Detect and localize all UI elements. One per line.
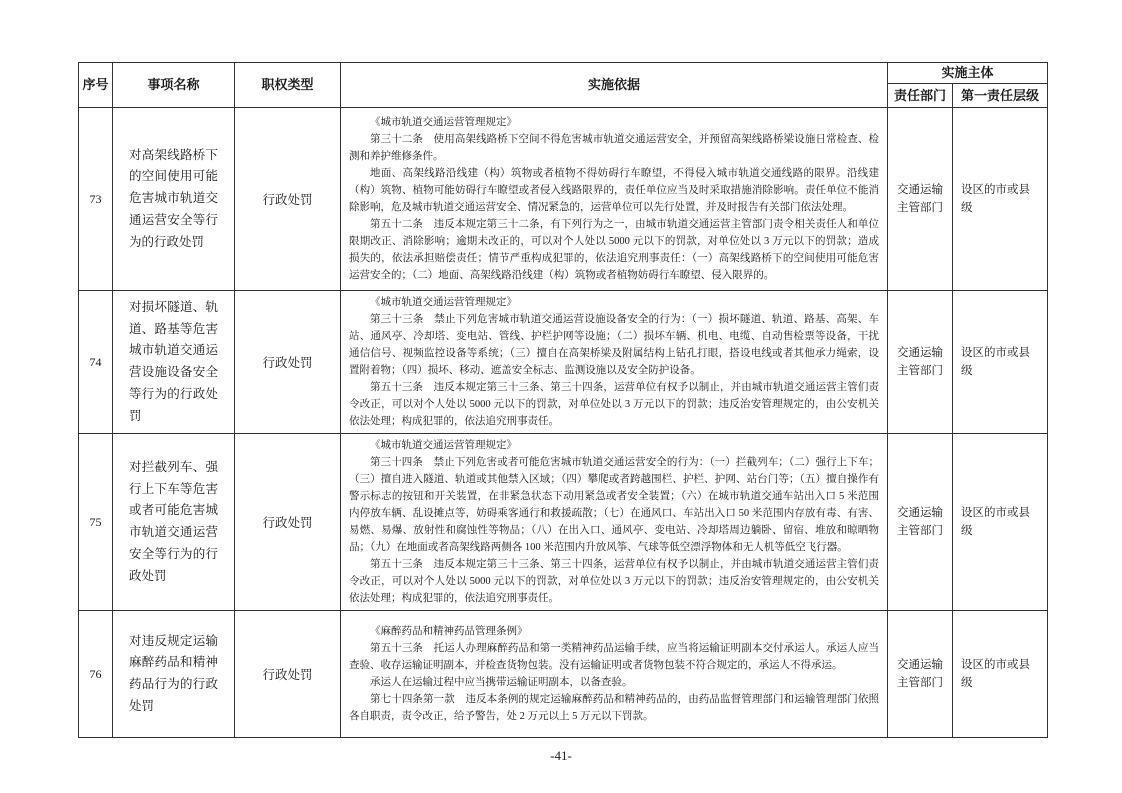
header-index: 序号 [79, 63, 113, 108]
table-row [79, 291, 1048, 434]
header-implementation-basis: 实施依据 [341, 63, 888, 108]
implementation-basis [341, 291, 888, 434]
basis-paragraph: 《城市轨道交通运营管理规定》 [370, 440, 517, 452]
basis-paragraph: 第三十四条 禁止下列危害或者可能危害城市轨道交通运营安全的行为：（一）拦截列车；（二）强行上下车；（三）擅自进入隧道、轨道或其他禁入区域；（四）攀爬或者跨越围栏、护栏、护网、站台门等；（五）擅自操作有警示标志的按钮和开关装置，在非紧急状态下动用紧急或者安全装置；（六）在城市轨道交通车站出入口 5 米范围内停放车辆、乱设摊点等，妨碍乘客通行和救援疏散；（七）在通风口、车站出入口 50 米范围内存放有毒、有害、易燃、易爆、放射性和腐蚀性等物品；（八）在出入口、通风亭、变电站、冷却塔周边躺卧、留宿、堆放和晾晒物品；（九）在地面或者高架线路两侧各 100 米范围内升放风筝、气球等低空漂浮物体和无人机等低空飞行器。 [349, 457, 879, 554]
item-name: 对高架线路桥下的空间使用可能危害城市轨道交通运营安全等行为的行政处罚 [113, 108, 235, 291]
header-first-responsibility-level: 第一责任层级 [953, 84, 1048, 108]
item-name: 对违反规定运输麻醉药品和精神药品行为的行政处罚 [113, 611, 235, 738]
basis-paragraph: 第三十二条 使用高架线路桥下空间不得危害城市轨道交通运营安全，并预留高架线路桥梁设施日常检查、检测和养护维修条件。 [349, 134, 879, 163]
basis-paragraph: 第五十三条 违反本规定第三十三条、第三十四条，运营单位有权予以制止，并由城市轨道交通运营主管们责令改正，可以对个人处以 5000 元以下的罚款，对单位处以 3 万元以下的罚款；违反治安管理规定的，由公安机关依法处理；构成犯罪的，依法追究刑事责任。 [349, 559, 879, 605]
responsible-department: 交通运输主管部门 [888, 434, 953, 611]
header-row-top [79, 63, 1048, 84]
responsible-department: 交通运输主管部门 [888, 611, 953, 738]
item-name: 对拦截列车、强行上下车等危害或者可能危害城市轨道交通运营安全等行为的行政处罚 [113, 434, 235, 611]
basis-paragraph: 承运人在运输过程中应当携带运输证明副本，以备查验。 [370, 677, 633, 689]
implementation-basis [341, 108, 888, 291]
table-row [79, 108, 1048, 291]
basis-paragraph: 第五十二条 违反本规定第三十二条，有下列行为之一，由城市轨道交通运营主管部门责令相关责任人和单位限期改正、消除影响；逾期未改正的，可以对个人处以 5000 元以下的罚款，对单位处以 3 万元以下的罚款；造成损失的，依法承担赔偿责任；情节严重构成犯罪的，依法追究刑事责任：（一）高架线路桥下的空间使用可能危害运营安全的；（二）地面、高架线路沿线建（构）筑物或者植物妨碍行车瞭望、侵入限界的。 [349, 219, 879, 282]
page-number: -41- [550, 748, 572, 763]
responsible-department: 交通运输主管部门 [888, 291, 953, 434]
first-responsibility-level: 设区的市或县级 [953, 434, 1048, 611]
header-implementation-subject: 实施主体 [888, 63, 1048, 84]
implementation-basis [341, 434, 888, 611]
authority-type: 行政处罚 [235, 611, 341, 738]
table-row [79, 611, 1048, 738]
authority-type: 行政处罚 [235, 434, 341, 611]
authority-matters-table [78, 62, 1048, 738]
basis-paragraph: 第七十四条第一款 违反本条例的规定运输麻醉药品和精神药品的，由药品监督管理部门和运输管理部门依照各自职责，责令改正，给予警告，处 2 万元以上 5 万元以下罚款。 [349, 694, 879, 723]
implementation-basis [341, 611, 888, 738]
item-name: 对损坏隧道、轨道、路基等危害城市轨道交通运营设施设备安全等行为的行政处罚 [113, 291, 235, 434]
basis-paragraph: 第五十三条 违反本规定第三十三条、第三十四条，运营单位有权予以制止，并由城市轨道交通运营主管们责令改正，可以对个人处以 5000 元以下的罚款，对单位处以 3 万元以下的罚款；违反治安管理规定的，由公安机关依法处理；构成犯罪的，依法追究刑事责任。 [349, 382, 879, 428]
basis-paragraph: 《城市轨道交通运营管理规定》 [370, 117, 517, 129]
basis-paragraph: 第三十三条 禁止下列危害城市轨道交通运营设施设备安全的行为：（一）损坏隧道、轨道、路基、高架、车站、通风亭、冷却塔、变电站、管线、护栏护网等设施；（二）损坏车辆、机电、电缆、自动售检票等设备，干扰通信信号、视频监控设备等系统；（三）擅自在高架桥梁及附属结构上钻孔打眼，搭设电线或者其他承力绳索，设置附着物；（四）损坏、移动、遮盖安全标志、监测设施以及安全防护设备。 [349, 314, 879, 377]
basis-paragraph: 第五十三条 托运人办理麻醉药品和第一类精神药品运输手续，应当将运输证明副本交付承运人。承运人应当查验、收存运输证明副本，并检查货物包装。没有运输证明或者货物包装不符合规定的，承运人不得承运。 [349, 643, 879, 672]
row-index: 74 [79, 291, 113, 434]
basis-paragraph: 地面、高架线路沿线建（构）筑物或者植物不得妨碍行车瞭望，不得侵入城市轨道交通线路的限界。沿线建（构）筑物、植物可能妨碍行车瞭望或者侵入线路限界的，责任单位应当及时采取措施消除影响。责任单位不能消除影响，危及城市轨道交通运营安全、情况紧急的，运营单位可以先行处置，并及时报告有关部门依法处理。 [349, 168, 879, 214]
header-authority-type: 职权类型 [235, 63, 341, 108]
row-index: 75 [79, 434, 113, 611]
header-item-name: 事项名称 [113, 63, 235, 108]
basis-paragraph: 《麻醉药品和精神药品管理条例》 [370, 626, 528, 638]
authority-type: 行政处罚 [235, 108, 341, 291]
responsible-department: 交通运输主管部门 [888, 108, 953, 291]
first-responsibility-level: 设区的市或县级 [953, 291, 1048, 434]
row-index: 76 [79, 611, 113, 738]
header-responsible-department: 责任部门 [888, 84, 953, 108]
first-responsibility-level: 设区的市或县级 [953, 108, 1048, 291]
basis-paragraph: 《城市轨道交通运营管理规定》 [370, 297, 517, 309]
first-responsibility-level: 设区的市或县级 [953, 611, 1048, 738]
table-row [79, 434, 1048, 611]
row-index: 73 [79, 108, 113, 291]
authority-type: 行政处罚 [235, 291, 341, 434]
